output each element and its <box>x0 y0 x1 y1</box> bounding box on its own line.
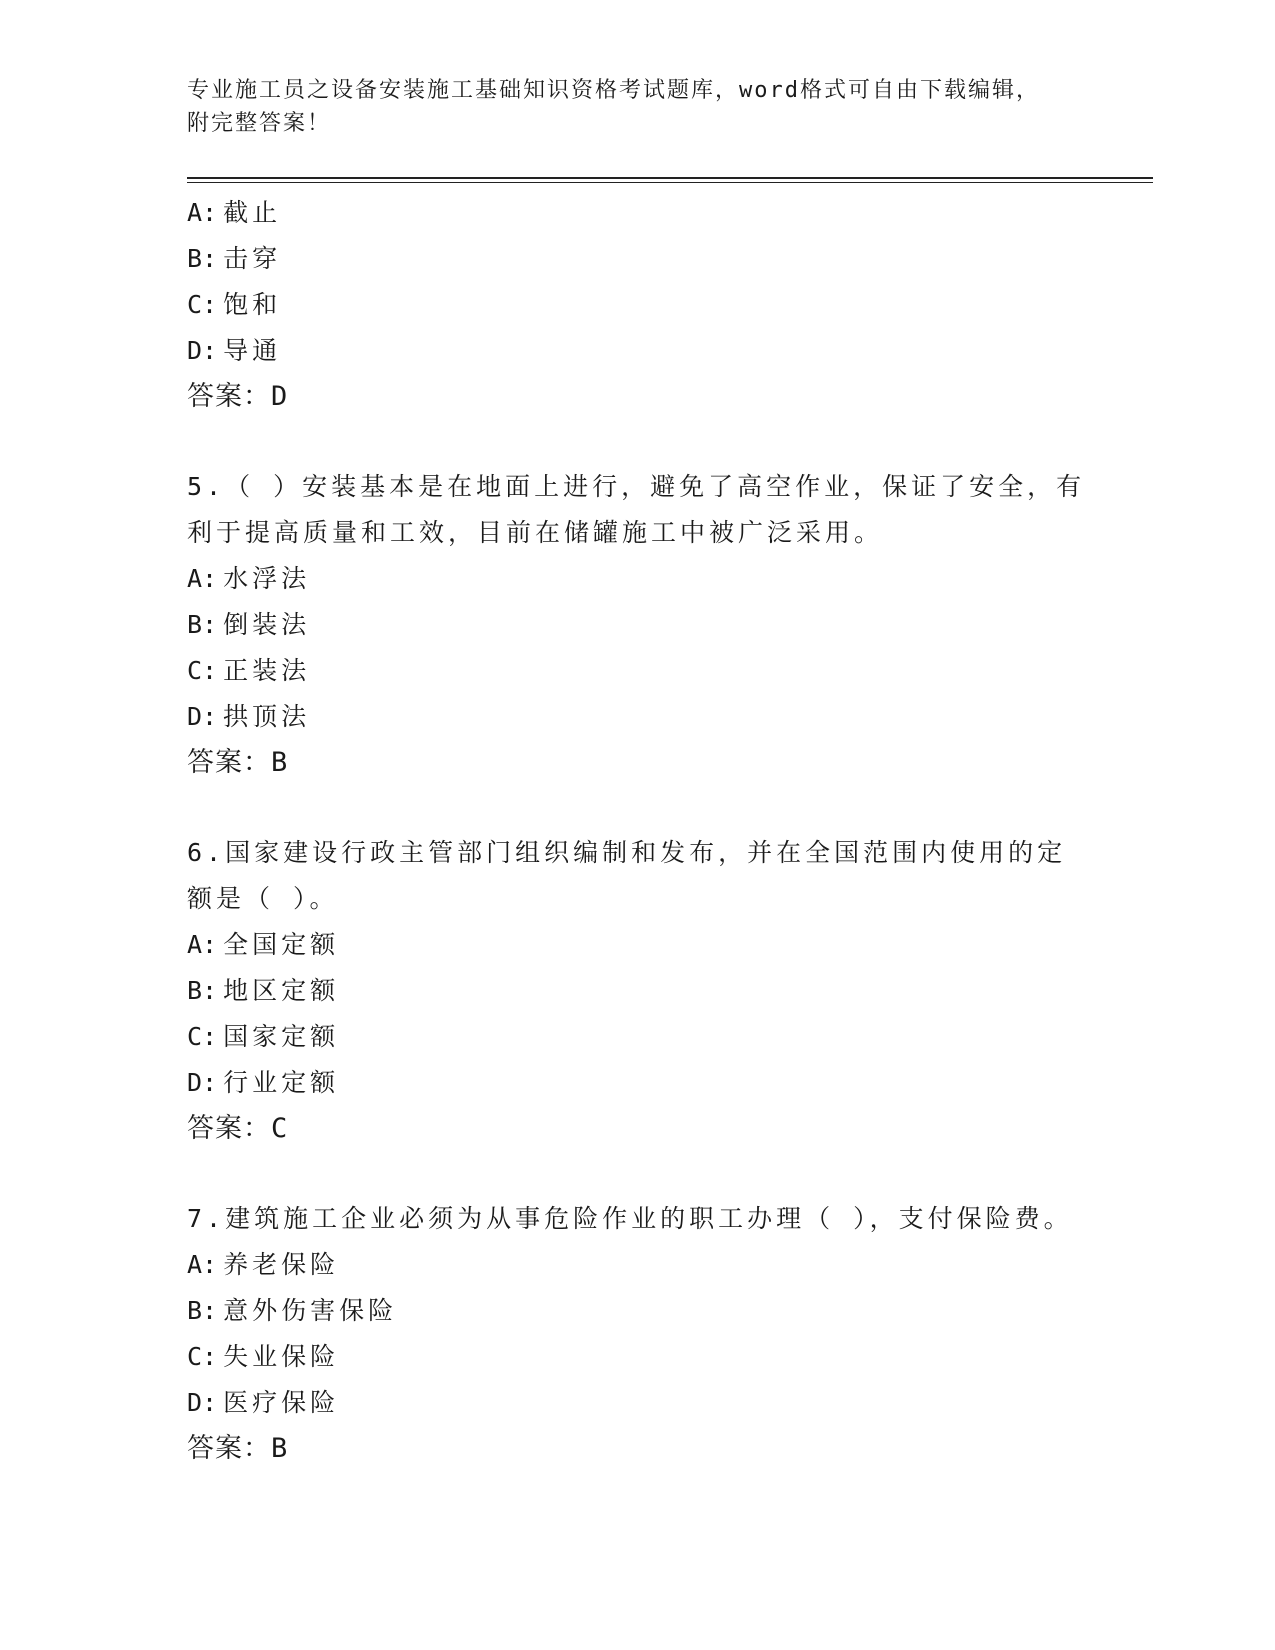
question-list <box>187 190 1087 1472</box>
q5-option-b: B: 倒装法 <box>187 610 311 639</box>
q4-option-b: B: 击穿 <box>187 244 282 273</box>
q4-answer: 答案：D <box>187 381 289 412</box>
q5-stem-line-2: 利于提高质量和工效，目前在储罐施工中被广泛采用。 <box>187 518 884 547</box>
q7-option-c: C: 失业保险 <box>187 1342 340 1371</box>
q4-option-a: A: 截止 <box>187 198 282 227</box>
q5-option-a: A: 水浮法 <box>187 564 311 593</box>
q6-stem-line-1: 6.国家建设行政主管部门组织编制和发布，并在全国范围内使用的定 <box>187 838 1067 867</box>
q6-answer: 答案：C <box>187 1113 289 1144</box>
q5-stem-line-1: 5.（ ）安装基本是在地面上进行，避免了高空作业，保证了安全，有 <box>187 472 1086 501</box>
q5-option-c: C: 正装法 <box>187 656 311 685</box>
q7-option-a: A: 养老保险 <box>187 1250 340 1279</box>
q6-option-a: A: 全国定额 <box>187 930 340 959</box>
question-4 <box>187 190 1087 420</box>
q6-option-d: D: 行业定额 <box>187 1068 340 1097</box>
spacer <box>187 1152 1087 1196</box>
q7-stem-line-1: 7.建筑施工企业必须为从事危险作业的职工办理（ ），支付保险费。 <box>187 1204 1073 1233</box>
q7-option-b: B: 意外伤害保险 <box>187 1296 398 1325</box>
spacer <box>187 786 1087 830</box>
document-header <box>187 74 1067 140</box>
q4-option-c: C: 饱和 <box>187 290 282 319</box>
question-6 <box>187 830 1087 1152</box>
q6-option-b: B: 地区定额 <box>187 976 340 1005</box>
header-rule-thick <box>187 177 1153 179</box>
q6-stem-line-2: 额是（ ）。 <box>187 884 339 913</box>
header-title-line-2: 附完整答案！ <box>187 111 332 136</box>
q7-option-d: D: 医疗保险 <box>187 1388 340 1417</box>
q5-answer: 答案：B <box>187 747 289 778</box>
q5-option-d: D: 拱顶法 <box>187 702 311 731</box>
q7-answer: 答案：B <box>187 1433 289 1464</box>
spacer <box>187 420 1087 464</box>
q4-option-d: D: 导通 <box>187 336 282 365</box>
header-rule-thin <box>187 182 1153 183</box>
q6-option-c: C: 国家定额 <box>187 1022 340 1051</box>
header-title-line-1: 专业施工员之设备安装施工基础知识资格考试题库，word格式可自由下载编辑， <box>187 78 1040 103</box>
question-7 <box>187 1196 1087 1472</box>
question-5 <box>187 464 1087 786</box>
